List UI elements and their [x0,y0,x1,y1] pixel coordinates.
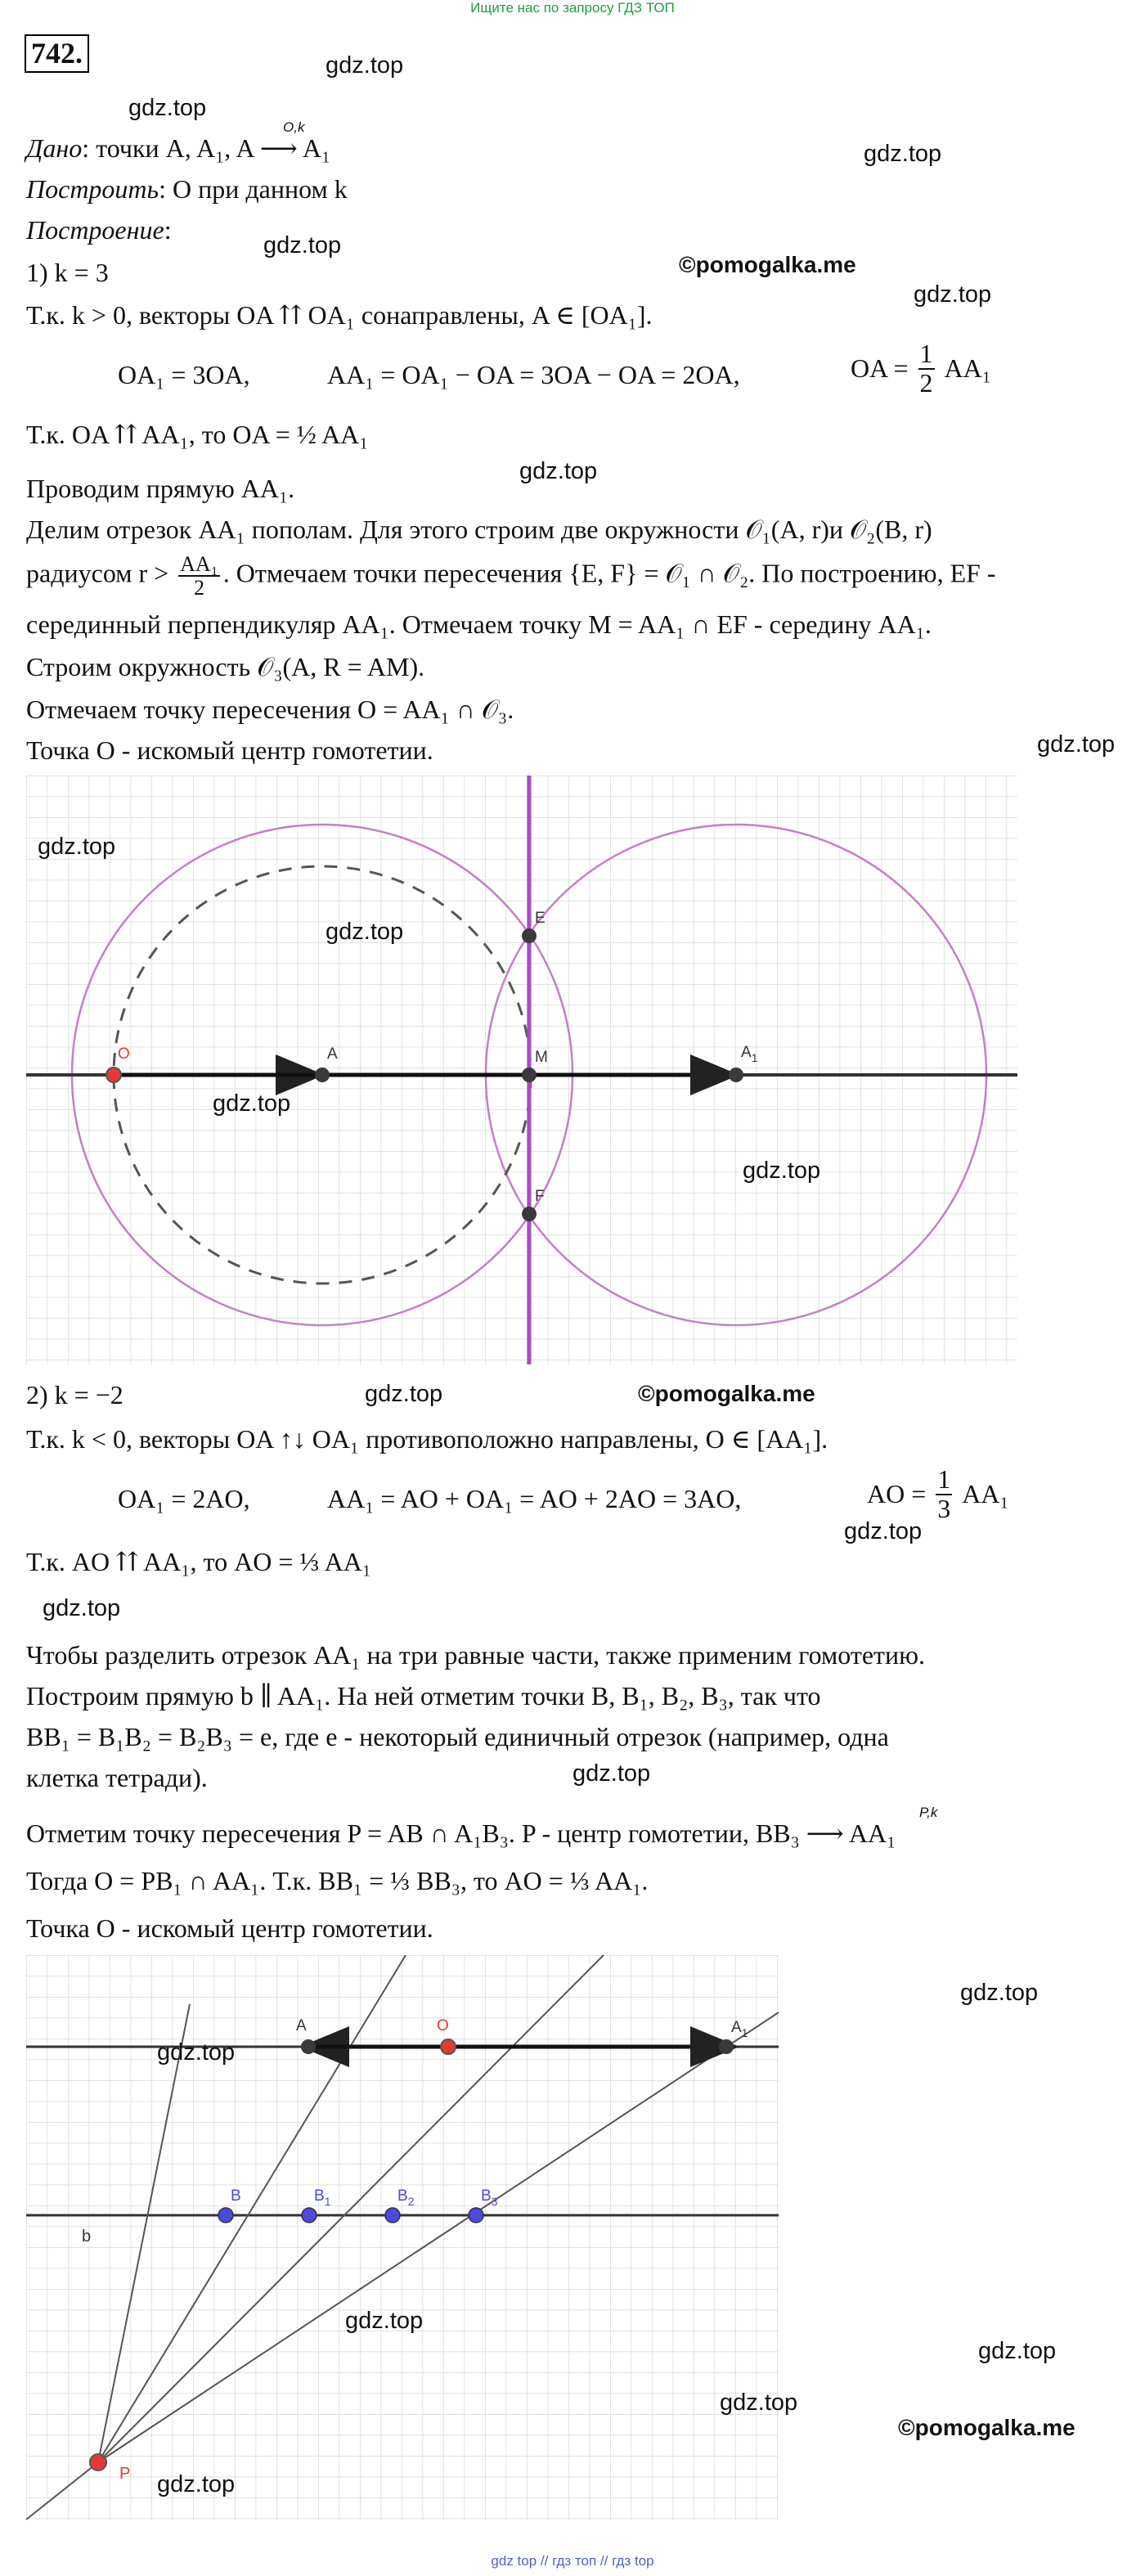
label-b1-main: B [314,2187,325,2205]
point-b2 [385,2208,400,2223]
brand-watermark: ©pomogalka.me [898,2415,1075,2440]
label-p: P [119,2465,131,2483]
label-e: E [535,910,546,927]
part1-line-6: серединный перпендикуляр AA₁. Отмечаем точку M = AA₁ ∩ EF - середину AA₁. [26,609,932,639]
l5-pre: радиусом r > [26,558,169,588]
watermark: gdz.top [519,458,598,484]
part2-line-4: Построим прямую b ∥ AA₁. На ней отметим точки B, B₁, B₂, B₃, так что [26,1681,821,1711]
fraction-denominator: 2 [919,367,933,398]
part2-line-7: Отметим точку пересечения P = AB ∩ A₁B₃. P - центр гомотетии, BB₃ ⟶ AA₁ [26,1818,896,1848]
label-b2-main: B [397,2187,408,2205]
part1-line-5 [26,553,996,600]
part2-line-6: клетка тетради). [26,1763,208,1792]
watermark: gdz.top [326,52,404,79]
label-b3-sub: 3 [491,2195,498,2208]
part1-line-8: Отмечаем точку пересечения O = AA₁ ∩ 𝒪₃. [26,695,514,724]
part2-line-3: Чтобы разделить отрезок AA₁ на три равные части, также применим гомотетию. [26,1640,926,1670]
given-text: : точки A, A₁, A ⟶ A₁ [82,133,331,163]
watermark: gdz.top [157,2471,236,2497]
watermark: gdz.top [326,919,404,945]
fraction [918,340,935,397]
fraction-denominator: 2 [193,576,204,600]
point-a1 [729,1068,743,1082]
part2-line-9: Точка O - искомый центр гомотетии. [26,1913,433,1943]
part1-line-9: Точка O - искомый центр гомотетии. [26,735,433,765]
formula-2a: OA₁ = 2AO, [118,1484,250,1513]
point-m [522,1068,537,1082]
formula-1b: AA₁ = OA₁ − OA = 3OA − OA = 2OA, [327,360,740,389]
point-f [522,1207,537,1221]
l5-post: . Отмечаем точки пересечения {E, F} = 𝒪₁ ∩ 𝒪₂. По построению, EF - [222,558,996,588]
label-a1-main: A [731,2019,742,2036]
construct-line [26,173,348,205]
label-a: A [296,2017,307,2034]
label-o: O [118,1045,130,1063]
fraction [178,553,220,600]
point-a1 [719,2039,734,2054]
case-2: 2) k = −2 [26,1380,123,1409]
watermark: gdz.top [263,232,342,258]
case-1: 1) k = 3 [26,258,109,287]
watermark: gdz.top [157,2039,236,2066]
given-label: Дано [26,133,83,163]
formula-2c-pre: AO = [867,1479,927,1509]
part2-line-8: Тогда O = PB₁ ∩ AA₁. Т.к. BB₁ = ⅓ BB₃, то AO = ⅓ AA₁. [26,1866,649,1895]
watermark: gdz.top [43,1595,121,1621]
watermark: gdz.top [978,2338,1057,2364]
watermark: gdz.top [914,281,992,308]
label-a: A [327,1045,338,1063]
watermark: gdz.top [345,2308,424,2334]
point-b [218,2208,233,2223]
label-b: B [231,2187,241,2205]
fraction-numerator: 1 [919,339,933,368]
top-banner[interactable]: Ищите нас по запросу ГДЗ ТОП [470,0,675,16]
construction-label: Построение [26,215,164,245]
part2-line-1: Т.к. k < 0, векторы OA ↑↓ OA₁ противоположно направлены, O ∈ [AA₁]. [26,1424,828,1454]
construct-text: : O при данном k [159,174,348,204]
point-a [315,1068,330,1082]
watermark: gdz.top [960,1980,1039,2006]
watermark: gdz.top [213,1090,291,1117]
given-arrow-label: O,k [283,119,305,135]
label-a1-sub: 1 [751,1051,758,1064]
label-m: M [535,1049,548,1066]
figure-1-homothety-k3 [26,775,1017,1364]
watermark: gdz.top [365,1381,443,1407]
part2-line-5: BB₁ = B₁B₂ = B₂B₃ = e, где e - некоторый единичный отрезок (например, одна [26,1722,889,1751]
part1-line-7: Строим окружность 𝒪₃(A, R = AM). [26,652,425,681]
construct-label: Построить [26,174,159,204]
label-b2-sub: 2 [407,2195,415,2208]
formula-2b: AA₁ = AO + OA₁ = AO + 2AO = 3AO, [327,1484,742,1513]
label-b3-main: B [481,2187,492,2205]
point-a [301,2039,316,2054]
point-o [106,1068,121,1082]
part2-arrow-label: P,k [919,1805,938,1820]
watermark: gdz.top [844,1518,923,1544]
part1-line-1: Т.к. k > 0, векторы OA ⇈ OA₁ сонаправлены, A ∈ [OA₁]. [26,300,653,330]
formula-2c [867,1466,1009,1522]
fraction-numerator: 1 [937,1464,951,1494]
given-line [26,133,330,164]
label-a1-sub: 1 [741,2026,748,2039]
formula-1c-post: AA₁ [944,353,991,384]
fraction [936,1466,952,1522]
point-b1 [302,2208,317,2223]
formula-1c [851,340,991,397]
label-b1-sub: 1 [324,2195,331,2208]
watermark: gdz.top [864,141,942,167]
watermark: gdz.top [38,834,116,860]
watermark: gdz.top [128,95,207,121]
formula-2c-post: AA₁ [962,1479,1009,1509]
watermark: gdz.top [720,2389,798,2416]
point-o [441,2039,456,2054]
watermark: gdz.top [572,1760,651,1787]
fraction-numerator: AA₁ [180,552,218,576]
part1-line-4: Делим отрезок AA₁ пополам. Для этого строим две окружности 𝒪₁(A, r)и 𝒪₂(B, r) [26,515,932,544]
watermark: gdz.top [743,1158,821,1184]
formula-1c-pre: OA = [851,353,909,384]
watermark: gdz.top [1037,731,1116,758]
task-number: 742. [25,34,89,73]
point-b3 [469,2208,483,2223]
construction-line [26,214,172,245]
label-a1-main: A [741,1044,752,1061]
part2-line-2: Т.к. AO ⇈ AA₁, то AO = ⅓ AA₁ [26,1547,371,1576]
construction-colon: : [164,215,172,245]
label-line-b: b [82,2228,92,2246]
label-o: O [437,2017,449,2034]
point-p [90,2454,106,2470]
part1-line-2: Т.к. OA ⇈ AA₁, то OA = ½ AA₁ [26,420,369,449]
part1-line-3: Проводим прямую AA₁. [26,474,295,503]
brand-watermark: ©pomogalka.me [679,252,856,277]
fraction-denominator: 3 [937,1493,951,1523]
point-e [522,928,537,943]
label-f: F [535,1188,545,1205]
bottom-banner[interactable]: gdz top // гдз топ // гдз top [491,2553,654,2569]
brand-watermark: ©pomogalka.me [638,1381,815,1406]
figure-2-homothety-k-minus2 [26,1955,798,2520]
formula-1a: OA₁ = 3OA, [118,360,250,389]
